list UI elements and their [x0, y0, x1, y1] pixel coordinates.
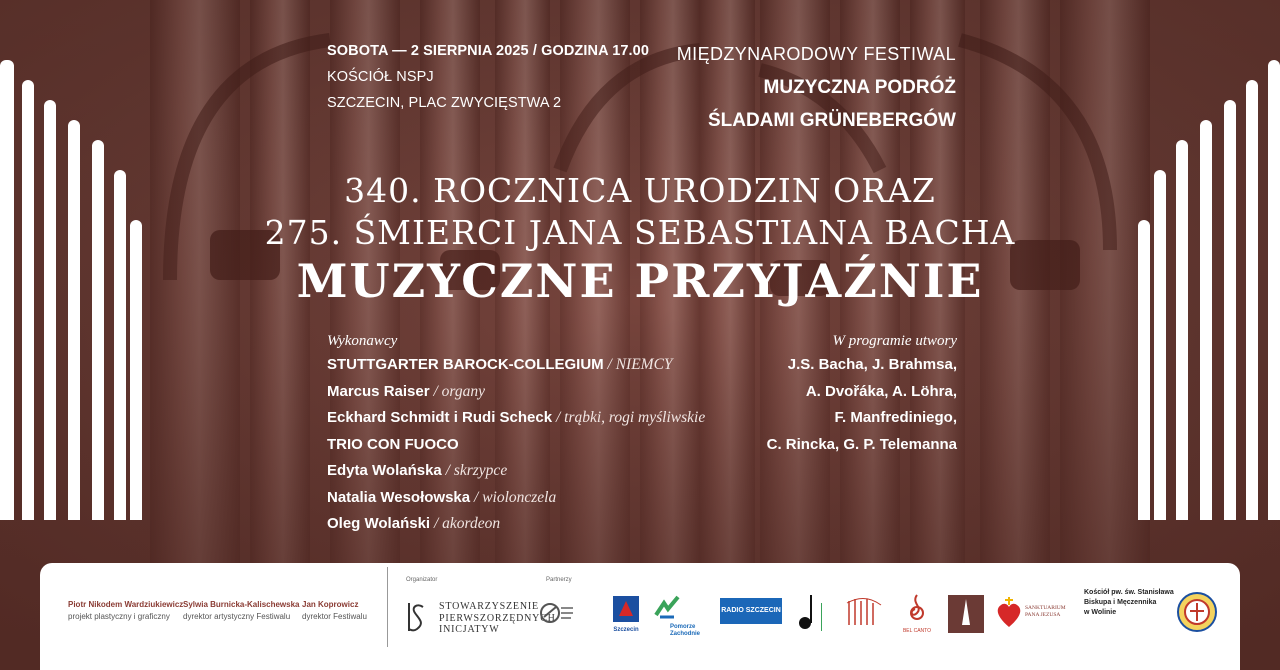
- festival-line-3: ŚLADAMI GRÜNEBERGÓW: [707, 110, 956, 131]
- credit-role: dyrektor artystyczny Festiwalu: [183, 612, 291, 621]
- partner-music-note-logo-icon: [797, 593, 827, 633]
- organizer-logo-icon: [403, 601, 429, 633]
- credit-artistic-director: [183, 599, 300, 623]
- szczecin-logo-text: Szczecin: [613, 627, 639, 633]
- credit-role: projekt plastyczny i graficzny: [68, 612, 170, 621]
- partner-radio-szczecin-logo: RADIO SZCZECIN: [720, 598, 782, 624]
- performer-separator: /: [470, 488, 483, 506]
- performer-separator: /: [552, 409, 565, 426]
- performer-role: akordeon: [442, 515, 501, 532]
- performer-name: Natalia Wesołowska: [327, 488, 471, 506]
- credit-name: Sylwia Burnicka-Kalischewska: [183, 600, 300, 609]
- event-info: [327, 38, 649, 116]
- credit-festival-director: [302, 599, 367, 623]
- programme-line: A. Dvořáka, A. Löhra,: [805, 382, 957, 400]
- programme-line: J.S. Bacha, J. Brahmsa,: [787, 356, 957, 373]
- sanktuarium-logo-text: SANKTUARIUM PANA JEZUSA: [1025, 605, 1066, 618]
- event-date: SOBOTA — 2 SIERPNIA 2025 / GODZINA 17.00: [327, 43, 650, 59]
- performer-role: wiolonczela: [482, 488, 557, 506]
- performers-list: [327, 330, 705, 538]
- szczecin-griffin-icon: [613, 596, 639, 622]
- belcanto-logo-text: BEL CANTO: [902, 628, 932, 634]
- performer-row: [327, 511, 705, 538]
- performer-separator: /: [441, 462, 454, 479]
- church-line: Biskupa i Męczennika: [1084, 599, 1157, 606]
- performer-role: trąbki, rogi myśliwskie: [564, 409, 706, 426]
- partner-choir-logo-icon: [845, 595, 885, 631]
- partner-belcanto-logo: [900, 593, 934, 635]
- performer-row: [327, 379, 705, 406]
- programme-list: [767, 330, 957, 458]
- performer-separator: /: [429, 382, 442, 400]
- pipe-shape: [1224, 100, 1236, 520]
- partner-szczecin-logo: [613, 596, 639, 634]
- performer-name: Oleg Wolański: [327, 515, 431, 532]
- credit-name: Piotr Nikodem Wardziukiewicz: [68, 600, 184, 609]
- performer-name: TRIO CON FUOCO: [327, 435, 459, 453]
- organizer-name-line: STOWARZYSZENIE: [439, 601, 539, 612]
- performer-row: [327, 485, 705, 512]
- partner-sanktuarium-logo: [995, 593, 1071, 633]
- programme-line: C. Rincka, G. P. Telemanna: [766, 435, 957, 453]
- performer-name: STUTTGARTER BAROCK-COLLEGIUM: [327, 356, 604, 373]
- performer-name: Marcus Raiser: [327, 382, 430, 400]
- festival-line-1: MIĘDZYNARODOWY FESTIWAL: [676, 44, 956, 64]
- credit-name: Jan Koprowicz: [302, 600, 359, 609]
- pomorze-logo-text: Pomorze Zachodnie: [670, 624, 701, 637]
- church-line: w Wolinie: [1084, 609, 1117, 616]
- title-line-2: 275. ŚMIERCI JANA SEBASTIANA BACHA: [264, 213, 1016, 252]
- partner-tower-logo-icon: [948, 595, 984, 633]
- belcanto-clef-icon: [905, 593, 929, 623]
- sacred-heart-icon: [995, 595, 1023, 629]
- programme-line: F. Manfrediniego,: [834, 409, 957, 426]
- partner-pomorze-logo: [654, 595, 712, 635]
- performer-name: Eckhard Schmidt i Rudi Scheck: [327, 409, 553, 426]
- footer-panel: [40, 563, 1240, 670]
- title-line-3: MUZYCZNE PRZYJAŹNIE: [296, 254, 984, 308]
- credit-role: dyrektor Festiwalu: [302, 612, 367, 621]
- event-address: SZCZECIN, PLAC ZWYCIĘSTWA 2: [327, 95, 562, 111]
- performer-role: NIEMCY: [615, 356, 673, 373]
- partner-foundation-logo-icon: [540, 601, 574, 625]
- footer-divider: [387, 567, 388, 647]
- organizer-name-line: PIERWSZORZĘDNYCH: [439, 612, 556, 624]
- performer-name: Edyta Wolańska: [327, 462, 442, 479]
- title-line-1: 340. ROCZNICA URODZIN ORAZ: [344, 171, 936, 210]
- parish-emblem-icon: [1176, 591, 1218, 633]
- performer-role: skrzypce: [453, 462, 508, 479]
- church-wolin: [1084, 588, 1174, 618]
- performer-row: [327, 405, 705, 432]
- performer-row: [327, 352, 705, 379]
- performer-separator: /: [430, 515, 443, 532]
- festival-name: [677, 38, 956, 137]
- church-line: Kościół pw. św. Stanisława: [1084, 589, 1174, 596]
- performer-separator: /: [603, 356, 616, 373]
- concert-title: [0, 170, 1280, 308]
- organizer-name: [439, 601, 556, 636]
- organizer-name-line: INICJATYW: [439, 624, 500, 635]
- programme-caption: W programie utwory: [832, 333, 957, 349]
- performer-role: organy: [441, 382, 485, 400]
- performer-row: [327, 432, 705, 459]
- event-venue: KOŚCIÓŁ NSPJ: [327, 69, 434, 85]
- pipe-shape: [44, 100, 56, 520]
- organizer-label: Organizator: [406, 577, 438, 583]
- pomorze-bird-icon: [654, 595, 680, 619]
- performer-row: [327, 458, 705, 485]
- festival-line-2: MUZYCZNA PODRÓŻ: [763, 77, 956, 98]
- performers-caption: Wykonawcy: [327, 333, 398, 349]
- partners-label: Partnerzy: [546, 577, 572, 583]
- credit-designer: [68, 599, 183, 623]
